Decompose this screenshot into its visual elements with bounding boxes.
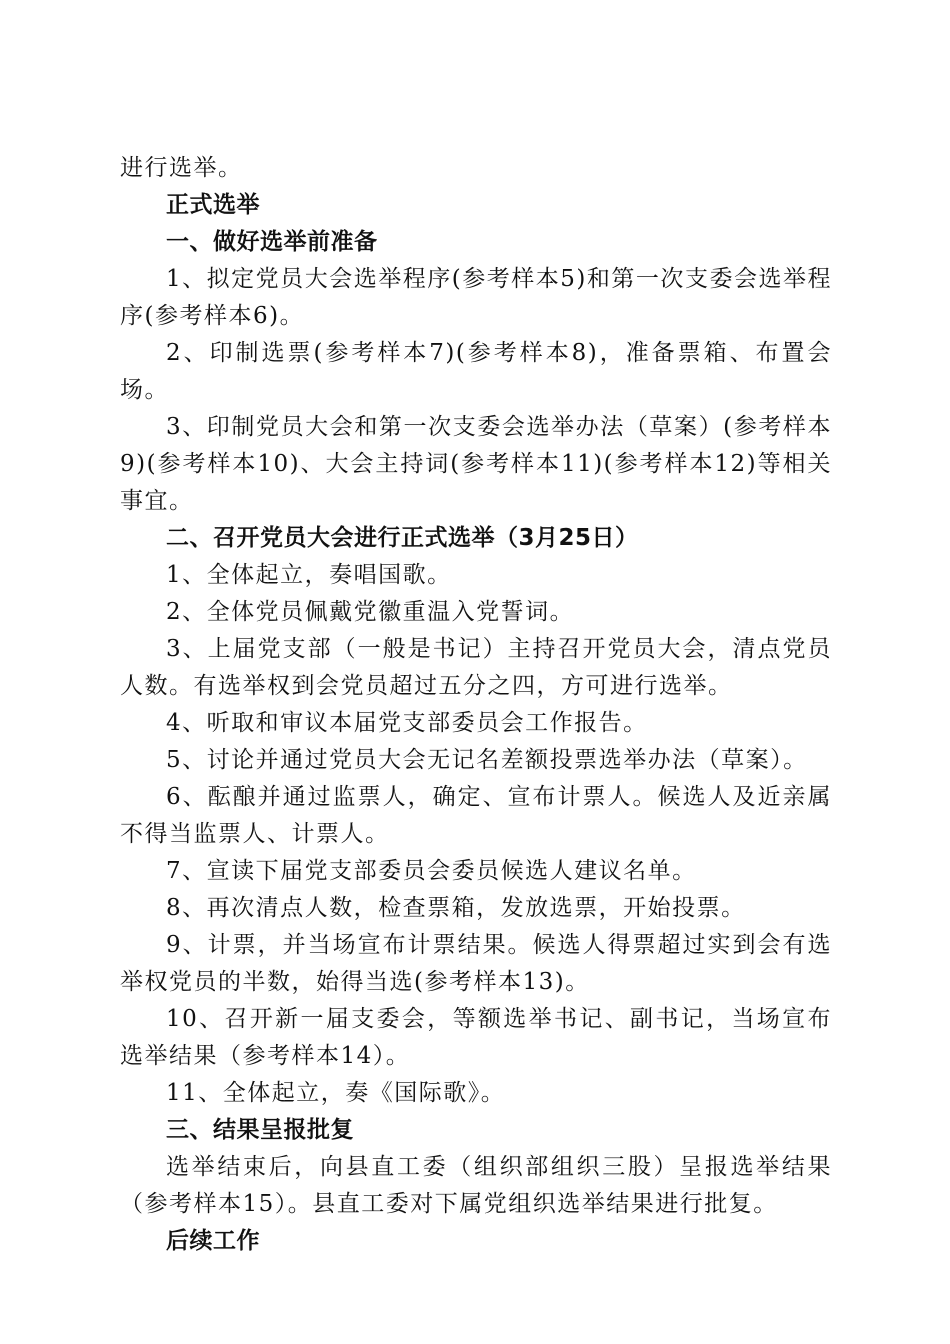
paragraph: 7、宣读下届党支部委员会委员候选人建议名单。 <box>166 858 697 884</box>
paragraph: 选举结束后，向县直工委（组织部组织三股）呈报选举结果（参考样本15）。县直工委对下属党组织选举结果进行批复。 <box>120 1154 832 1217</box>
section-heading: 正式选举 <box>166 192 260 218</box>
section-heading: 后续工作 <box>166 1228 260 1254</box>
paragraph: 3、印制党员大会和第一次支委会选举办法（草案）(参考样本9)(参考样本10)、大会主持词(参考样本11)(参考样本12)等相关事宜。 <box>120 414 832 514</box>
paragraph-continuation: 进行选举。 <box>120 155 243 181</box>
paragraph: 2、印制选票(参考样本7)(参考样本8)，准备票箱、布置会场。 <box>120 340 832 403</box>
paragraph: 4、听取和审议本届党支部委员会工作报告。 <box>166 710 648 736</box>
paragraph: 5、讨论并通过党员大会无记名差额投票选举办法（草案）。 <box>166 747 808 773</box>
section-heading: 三、结果呈报批复 <box>166 1117 354 1143</box>
paragraph: 9、计票，并当场宣布计票结果。候选人得票超过实到会有选举权党员的半数，始得当选(参考样本13)。 <box>120 932 832 995</box>
paragraph: 6、酝酿并通过监票人，确定、宣布计票人。候选人及近亲属不得当监票人、计票人。 <box>120 784 832 847</box>
paragraph: 1、拟定党员大会选举程序(参考样本5)和第一次支委会选举程序(参考样本6)。 <box>120 266 832 329</box>
paragraph: 2、全体党员佩戴党徽重温入党誓词。 <box>166 599 575 625</box>
paragraph: 11、全体起立，奏《国际歌》。 <box>166 1080 506 1106</box>
paragraph: 3、上届党支部（一般是书记）主持召开党员大会，清点党员人数。有选举权到会党员超过五分之四，方可进行选举。 <box>120 636 832 699</box>
section-heading: 二、召开党员大会进行正式选举（3月25日） <box>166 525 639 551</box>
paragraph: 8、再次清点人数，检查票箱，发放选票，开始投票。 <box>166 895 746 921</box>
section-heading: 一、做好选举前准备 <box>166 229 378 255</box>
paragraph: 10、召开新一届支委会，等额选举书记、副书记，当场宣布选举结果（参考样本14）。 <box>120 1006 832 1069</box>
document-body <box>120 150 832 1260</box>
paragraph: 1、全体起立，奏唱国歌。 <box>166 562 452 588</box>
